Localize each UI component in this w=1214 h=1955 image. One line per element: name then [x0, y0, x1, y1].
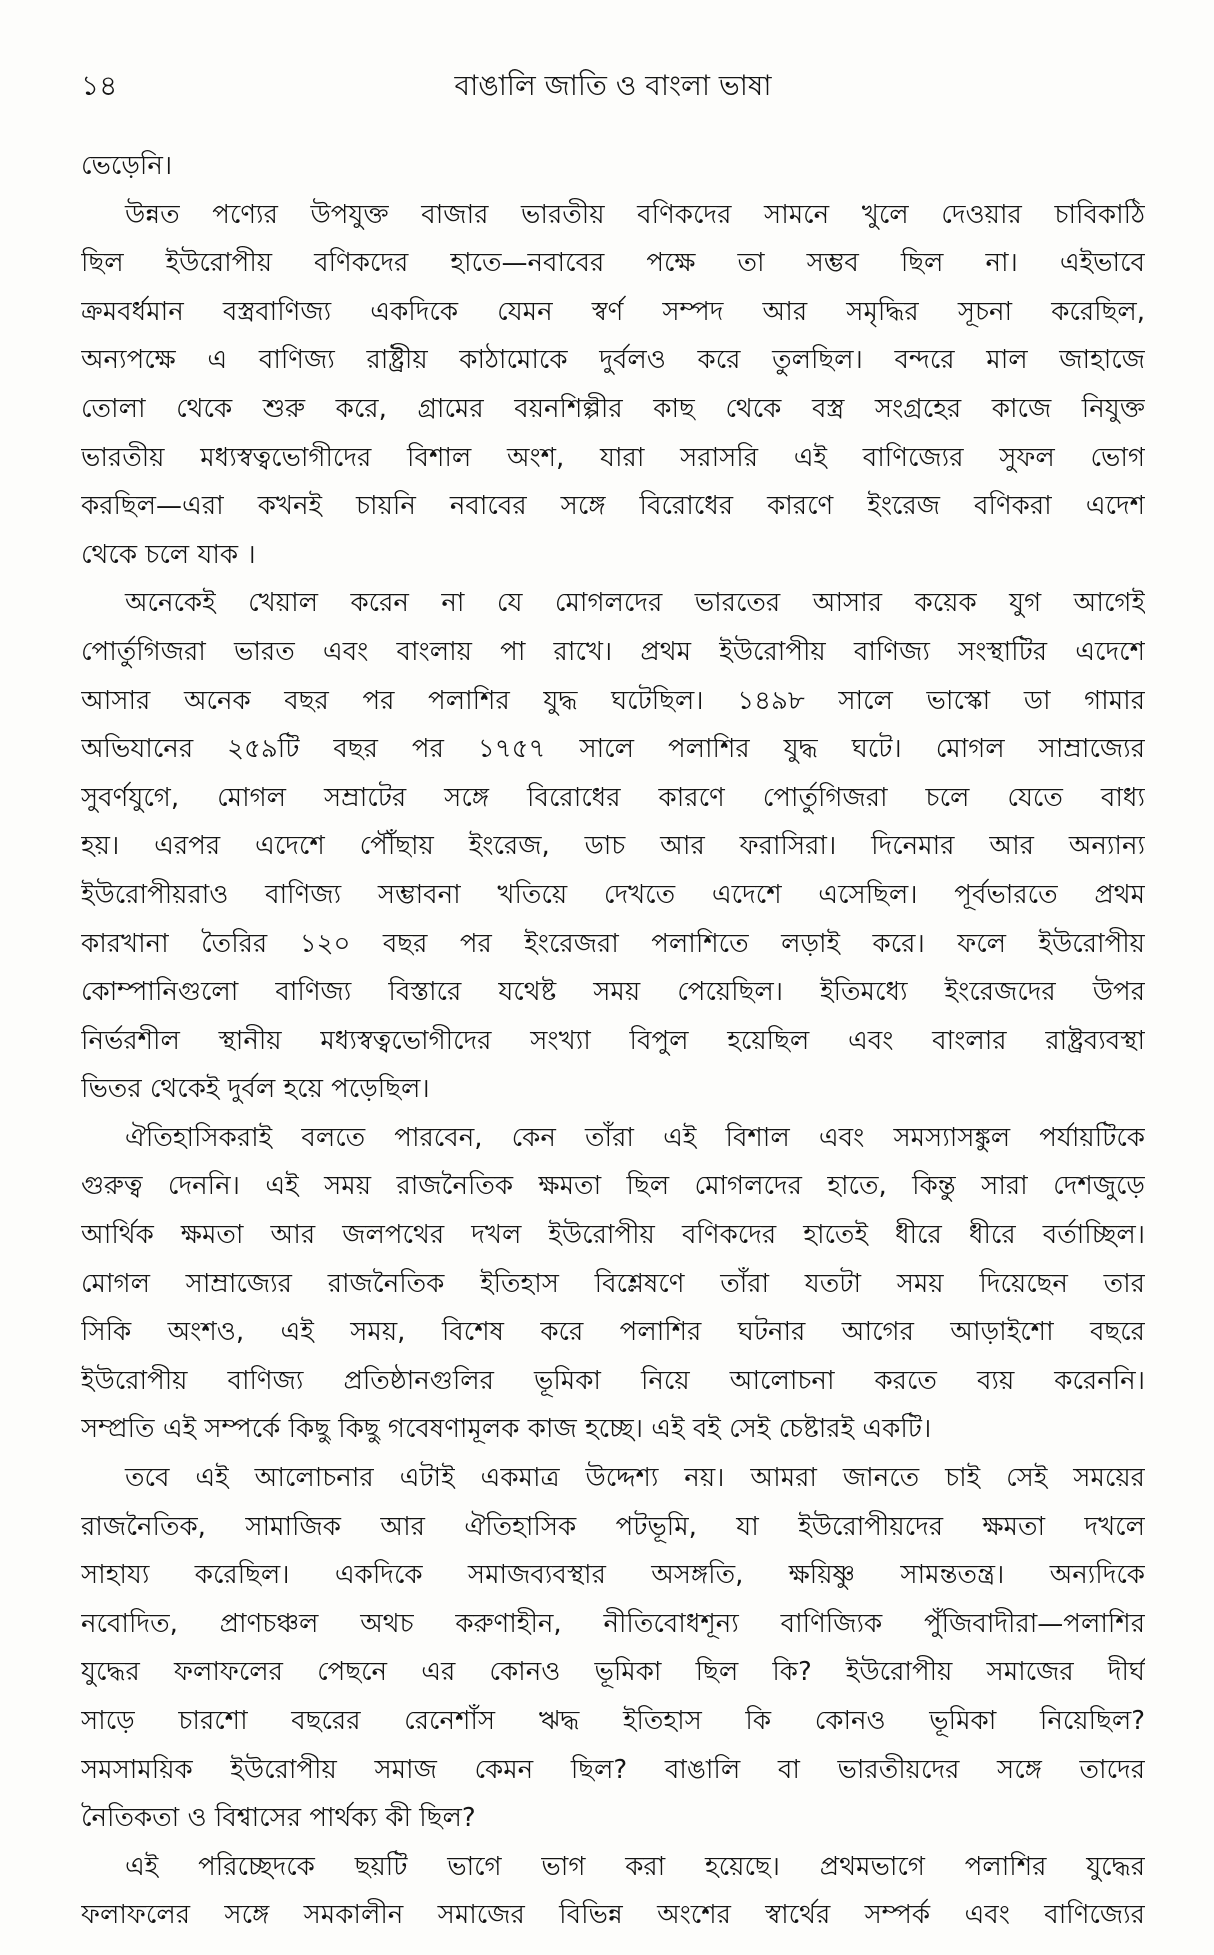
paragraph	[81, 191, 1145, 580]
text-line: নৈতিকতা ও বিশ্বাসের পার্থক্য কী ছিল?	[81, 1803, 476, 1834]
paragraph	[81, 1114, 1145, 1454]
text-line: তোলা থেকে শুরু করে, গ্রামের বয়নশিল্পীর কাছ থেকে বস্ত্র সংগ্রহের কাজে নিযুক্ত	[81, 393, 1145, 424]
text-line: মোগল সাম্রাজ্যের রাজনৈতিক ইতিহাস বিশ্লেষণে তাঁরা যতটা সময় দিয়েছেন তার	[81, 1268, 1145, 1299]
text-line: করছিল—এরা কখনই চায়নি নবাবের সঙ্গে বিরোধের কারণে ইংরেজ বণিকরা এদেশ	[81, 491, 1145, 522]
running-header	[81, 64, 1145, 108]
paragraph	[81, 1454, 1145, 1843]
text-line: হয়। এরপর এদেশে পৌঁছায় ইংরেজ, ডাচ আর ফরাসিরা। দিনেমার আর অন্যান্য	[81, 831, 1145, 862]
text-line: পোর্তুগিজরা ভারত এবং বাংলায় পা রাখে। প্রথম ইউরোপীয় বাণিজ্য সংস্থাটির এদেশে	[81, 636, 1145, 667]
text-line: উন্নত পণ্যের উপযুক্ত বাজার ভারতীয় বণিকদের সামনে খুলে দেওয়ার চাবিকাঠি	[125, 199, 1145, 230]
text-line: গুরুত্ব দেননি। এই সময় রাজনৈতিক ক্ষমতা ছিল মোগলদের হাতে, কিন্তু সারা দেশজুড়ে	[81, 1171, 1145, 1202]
text-line: থেকে চলে যাক ।	[81, 539, 256, 570]
text-line: নবোদিত, প্রাণচঞ্চল অথচ করুণাহীন, নীতিবোধশূন্য বাণিজ্যিক পুঁজিবাদীরা—পলাশির	[81, 1608, 1145, 1639]
text-line: কোম্পানিগুলো বাণিজ্য বিস্তারে যথেষ্ট সময় পেয়েছিল। ইতিমধ্যে ইংরেজদের উপর	[81, 977, 1145, 1008]
text-line: ভারতীয় মধ্যস্বত্বভোগীদের বিশাল অংশ, যারা সরাসরি এই বাণিজ্যের সুফল ভোগ	[81, 442, 1145, 473]
page-body	[81, 142, 1145, 1940]
text-line: এই পরিচ্ছেদকে ছয়টি ভাগে ভাগ করা হয়েছে। প্রথমভাগে পলাশির যুদ্ধের	[125, 1851, 1145, 1882]
text-line: ইউরোপীয়রাও বাণিজ্য সম্ভাবনা খতিয়ে দেখতে এদেশে এসেছিল। পূর্বভারতে প্রথম	[81, 879, 1145, 910]
text-line: সাহায্য করেছিল। একদিকে সমাজব্যবস্থার অসঙ্গতি, ক্ষয়িষ্ণু সামন্ততন্ত্র। অন্যদিকে	[81, 1560, 1145, 1591]
paragraph	[81, 142, 1145, 191]
text-line: ফলাফলের সঙ্গে সমকালীন সমাজের বিভিন্ন অংশের স্বার্থের সম্পর্ক এবং বাণিজ্যের	[81, 1900, 1145, 1931]
text-line: ভেড়েনি।	[81, 151, 173, 181]
text-line: অন্যপক্ষে এ বাণিজ্য রাষ্ট্রীয় কাঠামোকে দুর্বলও করে তুলছিল। বন্দরে মাল জাহাজে	[81, 345, 1145, 376]
paragraph	[81, 579, 1145, 1114]
text-line: সম্প্রতি এই সম্পর্কে কিছু কিছু গবেষণামূলক কাজ হচ্ছে। এই বই সেই চেষ্টারই একটি।	[81, 1414, 932, 1445]
text-line: সমসাময়িক ইউরোপীয় সমাজ কেমন ছিল? বাঙালি বা ভারতীয়দের সঙ্গে তাদের	[81, 1754, 1145, 1785]
text-line: রাজনৈতিক, সামাজিক আর ঐতিহাসিক পটভূমি, যা ইউরোপীয়দের ক্ষমতা দখলে	[81, 1511, 1145, 1542]
paragraph	[81, 1843, 1145, 1940]
text-line: সাড়ে চারশো বছরের রেনেশাঁস ঋদ্ধ ইতিহাস কি কোনও ভূমিকা নিয়েছিল?	[81, 1706, 1145, 1736]
text-line: কারখানা তৈরির ১২০ বছর পর ইংরেজরা পলাশিতে লড়াই করে। ফলে ইউরোপীয়	[81, 928, 1145, 959]
text-line: তবে এই আলোচনার এটাই একমাত্র উদ্দেশ্য নয়। আমরা জানতে চাই সেই সময়ের	[125, 1463, 1145, 1494]
text-line: ঐতিহাসিকরাই বলতে পারবেন, কেন তাঁরা এই বিশাল এবং সমস্যাসঙ্কুল পর্যায়টিকে	[125, 1122, 1145, 1153]
text-line: ইউরোপীয় বাণিজ্য প্রতিষ্ঠানগুলির ভূমিকা নিয়ে আলোচনা করতে ব্যয় করেননি।	[81, 1365, 1145, 1396]
text-line: আসার অনেক বছর পর পলাশির যুদ্ধ ঘটেছিল। ১৪৯৮ সালে ভাস্কো ডা গামার	[81, 685, 1145, 716]
text-line: সিকি অংশও, এই সময়, বিশেষ করে পলাশির ঘটনার আগের আড়াইশো বছরে	[81, 1317, 1145, 1348]
page-number: ১৪	[81, 69, 118, 102]
text-line: অভিযানের ২৫৯টি বছর পর ১৭৫৭ সালে পলাশির যুদ্ধ ঘটে। মোগল সাম্রাজ্যের	[81, 734, 1145, 765]
text-line: অনেকেই খেয়াল করেন না যে মোগলদের ভারতের আসার কয়েক যুগ আগেই	[125, 588, 1145, 619]
text-line: ক্রমবর্ধমান বস্ত্রবাণিজ্য একদিকে যেমন স্বর্ণ সম্পদ আর সমৃদ্ধির সূচনা করেছিল,	[81, 296, 1145, 327]
text-line: সুবর্ণযুগে, মোগল সম্রাটের সঙ্গে বিরোধের কারণে পোর্তুগিজরা চলে যেতে বাধ্য	[81, 782, 1145, 813]
running-title: বাঙালি জাতি ও বাংলা ভাষা	[454, 69, 772, 102]
text-line: ভিতর থেকেই দুর্বল হয়ে পড়েছিল।	[81, 1074, 430, 1105]
text-line: নির্ভরশীল স্থানীয় মধ্যস্বত্বভোগীদের সংখ্যা বিপুল হয়েছিল এবং বাংলার রাষ্ট্রব্যবস্থা	[81, 1025, 1145, 1056]
text-line: আর্থিক ক্ষমতা আর জলপথের দখল ইউরোপীয় বণিকদের হাতেই ধীরে ধীরে বর্তাচ্ছিল।	[81, 1220, 1145, 1251]
text-line: ছিল ইউরোপীয় বণিকদের হাতে—নবাবের পক্ষে তা সম্ভব ছিল না। এইভাবে	[81, 248, 1145, 279]
text-line: যুদ্ধের ফলাফলের পেছনে এর কোনও ভূমিকা ছিল কি? ইউরোপীয় সমাজের দীর্ঘ	[81, 1657, 1145, 1688]
